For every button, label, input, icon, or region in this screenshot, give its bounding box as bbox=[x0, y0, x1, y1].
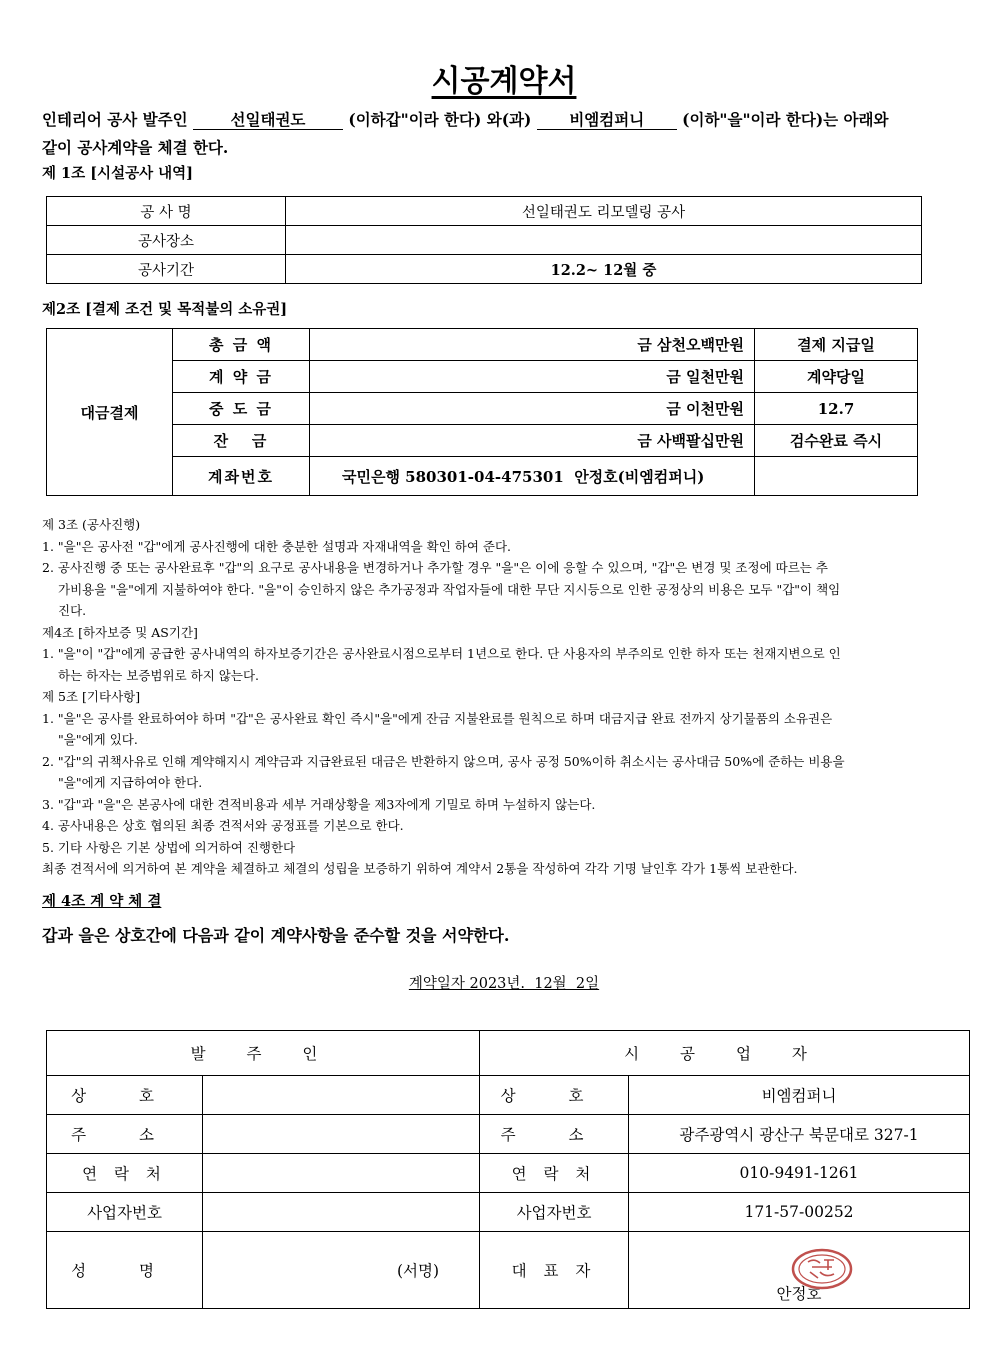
contractor-address-label: 주 소 bbox=[480, 1115, 629, 1154]
seal-stamp-icon bbox=[790, 1248, 854, 1290]
intro-text-1: 인테리어 공사 발주인 bbox=[42, 110, 188, 129]
table-row bbox=[47, 329, 918, 361]
balance-date: 검수완료 즉시 bbox=[755, 425, 918, 457]
intro-paragraph bbox=[42, 106, 972, 162]
contract-date: 계약일자 2023년. 12월 2일 bbox=[408, 976, 600, 992]
contractor-bizno-label: 사업자번호 bbox=[480, 1193, 629, 1232]
list-item: 진다. bbox=[58, 603, 87, 618]
project-period-value: 12.2~ 12월 중 bbox=[286, 255, 922, 284]
deposit-date: 계약당일 bbox=[755, 361, 918, 393]
account-empty-cell bbox=[755, 457, 918, 496]
contractor-contact-label: 연 락 처 bbox=[480, 1154, 629, 1193]
list-item: 1. "을"은 공사를 완료하여야 하며 "갑"은 공사완료 확인 즉시"을"에게 잔금 지불완료를 원칙으로 하며 대금지급 완료 전까지 상기물품의 소유권은 bbox=[42, 710, 833, 726]
list-item: "을"에게 지급하여야 한다. bbox=[58, 775, 203, 790]
table-row bbox=[47, 1115, 970, 1154]
table-row bbox=[47, 197, 922, 226]
table-row bbox=[47, 1193, 970, 1232]
project-name-value: 선일태권도 리모델링 공사 bbox=[286, 197, 922, 226]
article-2-heading: 제2조 [결제 조건 및 목적불의 소유권] bbox=[42, 301, 288, 318]
table-row bbox=[47, 1031, 970, 1076]
intro-text-4: 같이 공사계약을 체결 한다. bbox=[42, 138, 229, 157]
contractor-company-value: 비엠컴퍼니 bbox=[629, 1076, 970, 1115]
account-value: 국민은행 580301-04-475301 안정호(비엠컴퍼니) bbox=[310, 457, 755, 496]
client-contact-label: 연 락 처 bbox=[47, 1154, 203, 1193]
contractor-address-value: 광주광역시 광산구 북문대로 327-1 bbox=[629, 1115, 970, 1154]
client-bizno-value bbox=[203, 1193, 480, 1232]
interim-label: 중 도 금 bbox=[173, 393, 310, 425]
client-signature-field[interactable]: (서명) bbox=[203, 1232, 480, 1309]
table-row bbox=[47, 255, 922, 284]
contractor-header: 시 공 업 자 bbox=[480, 1031, 970, 1076]
client-name-label: 성 명 bbox=[47, 1232, 203, 1309]
interim-date: 12.7 bbox=[755, 393, 918, 425]
contractor-company-label: 상 호 bbox=[480, 1076, 629, 1115]
total-amount-label: 총 금 액 bbox=[173, 329, 310, 361]
contractor-contact-value: 010-9491-1261 bbox=[629, 1154, 970, 1193]
table-row bbox=[47, 226, 922, 255]
project-site-label: 공사장소 bbox=[47, 226, 286, 255]
client-name-blank: 선일태권도 bbox=[193, 111, 343, 130]
client-company-label: 상 호 bbox=[47, 1076, 203, 1115]
client-address-label: 주 소 bbox=[47, 1115, 203, 1154]
intro-text-3: (이하"을"이라 한다)는 아래와 bbox=[682, 110, 889, 129]
list-item: 5. 기타 사항은 기본 상법에 의거하여 진행한다 bbox=[42, 839, 296, 855]
representative-name: 안정호 bbox=[629, 1232, 970, 1309]
list-item: 4. 공사내용은 상호 협의된 최종 견적서와 공정표를 기본으로 한다. bbox=[42, 818, 404, 833]
contract-signing-heading: 제 4조 계 약 체 결 bbox=[42, 893, 162, 910]
client-company-value bbox=[203, 1076, 480, 1115]
contractor-name-blank: 비엠컴퍼니 bbox=[537, 111, 677, 130]
contractor-bizno-value: 171-57-00252 bbox=[629, 1193, 970, 1232]
project-period-label: 공사기간 bbox=[47, 255, 286, 284]
balance-label: 잔 금 bbox=[173, 425, 310, 457]
client-contact-value bbox=[203, 1154, 480, 1193]
list-item: 1. "을"이 "갑"에게 공급한 공사내역의 하자보증기간은 공사완료시점으로부터 1년으로 한다. 단 사용자의 부주의로 인한 하자 또는 천재지변으로 인 bbox=[42, 646, 841, 661]
document-title: 시공계약서 bbox=[431, 64, 577, 99]
client-address-value bbox=[203, 1115, 480, 1154]
intro-text-2: (이하갑"이라 한다) 와(과) bbox=[348, 110, 532, 129]
list-item: 가비용을 "을"에게 지불하여야 한다. "을"이 승인하지 않은 추가공정과 작업자들에 대한 무단 지시등으로 인한 공정상의 비용은 모두 "갑"이 책임 bbox=[58, 581, 841, 597]
table-row bbox=[47, 425, 918, 457]
total-amount-value: 금 삼천오백만원 bbox=[310, 329, 755, 361]
balance-value: 금 사백팔십만원 bbox=[310, 425, 755, 457]
final-clause: 최종 견적서에 의거하여 본 계약을 체결하고 체결의 성립을 보증하기 위하여 계약서 2통을 작성하여 각각 기명 날인후 각가 1통씩 보관한다. bbox=[42, 861, 798, 876]
article-1-heading: 제 1조 [시설공사 내역] bbox=[42, 165, 194, 182]
client-header: 발 주 인 bbox=[47, 1031, 480, 1076]
project-site-value bbox=[286, 226, 922, 255]
deposit-label: 계 약 금 bbox=[173, 361, 310, 393]
list-item: 2. 공사진행 중 또는 공사완료후 "갑"의 요구로 공사내용을 변경하거나 추가할 경우 "을"은 이에 응할 수 있으며, "갑"은 변경 및 조정에 따르는 추 bbox=[42, 560, 828, 575]
construction-details-table bbox=[46, 196, 922, 284]
table-row bbox=[47, 457, 918, 496]
list-item: 하는 하자는 보증범위로 하지 않는다. bbox=[58, 667, 259, 683]
deposit-value: 금 일천만원 bbox=[310, 361, 755, 393]
project-name-label: 공 사 명 bbox=[47, 197, 286, 226]
list-item: 1. "을"은 공사전 "갑"에게 공사진행에 대한 충분한 설명과 자재내역을 확인 하여 준다. bbox=[42, 538, 512, 554]
articles-body bbox=[42, 514, 972, 880]
client-bizno-label: 사업자번호 bbox=[47, 1193, 203, 1232]
interim-value: 금 이천만원 bbox=[310, 393, 755, 425]
list-item: 2. "갑"의 귀책사유로 인해 계약해지시 계약금과 지급완료된 대금은 반환하지 않으며, 공사 공정 50%이하 취소시는 공사대금 50%에 준하는 비용을 bbox=[42, 753, 845, 769]
table-row bbox=[47, 393, 918, 425]
payment-date-header: 결제 지급일 bbox=[755, 329, 918, 361]
representative-label: 대 표 자 bbox=[480, 1232, 629, 1309]
pledge-statement: 갑과 을은 상호간에 다음과 같이 계약사항을 준수할 것을 서약한다. bbox=[42, 926, 510, 945]
article-4-warranty-heading: 제4조 [하자보증 및 AS기간] bbox=[42, 624, 198, 640]
payment-terms-table bbox=[46, 328, 918, 496]
payment-group-label: 대금결제 bbox=[47, 329, 173, 496]
article-5-heading: 제 5조 [기타사항] bbox=[42, 689, 141, 704]
table-row bbox=[47, 1154, 970, 1193]
table-row bbox=[47, 361, 918, 393]
article-3-heading: 제 3조 (공사진행) bbox=[42, 517, 141, 532]
list-item: 3. "갑"과 "을"은 본공사에 대한 견적비용과 세부 거래상황을 제3자에게 기밀로 하며 누설하지 않는다. bbox=[42, 796, 596, 812]
account-label: 계좌번호 bbox=[173, 457, 310, 496]
table-row bbox=[47, 1076, 970, 1115]
list-item: "을"에게 있다. bbox=[58, 732, 138, 747]
